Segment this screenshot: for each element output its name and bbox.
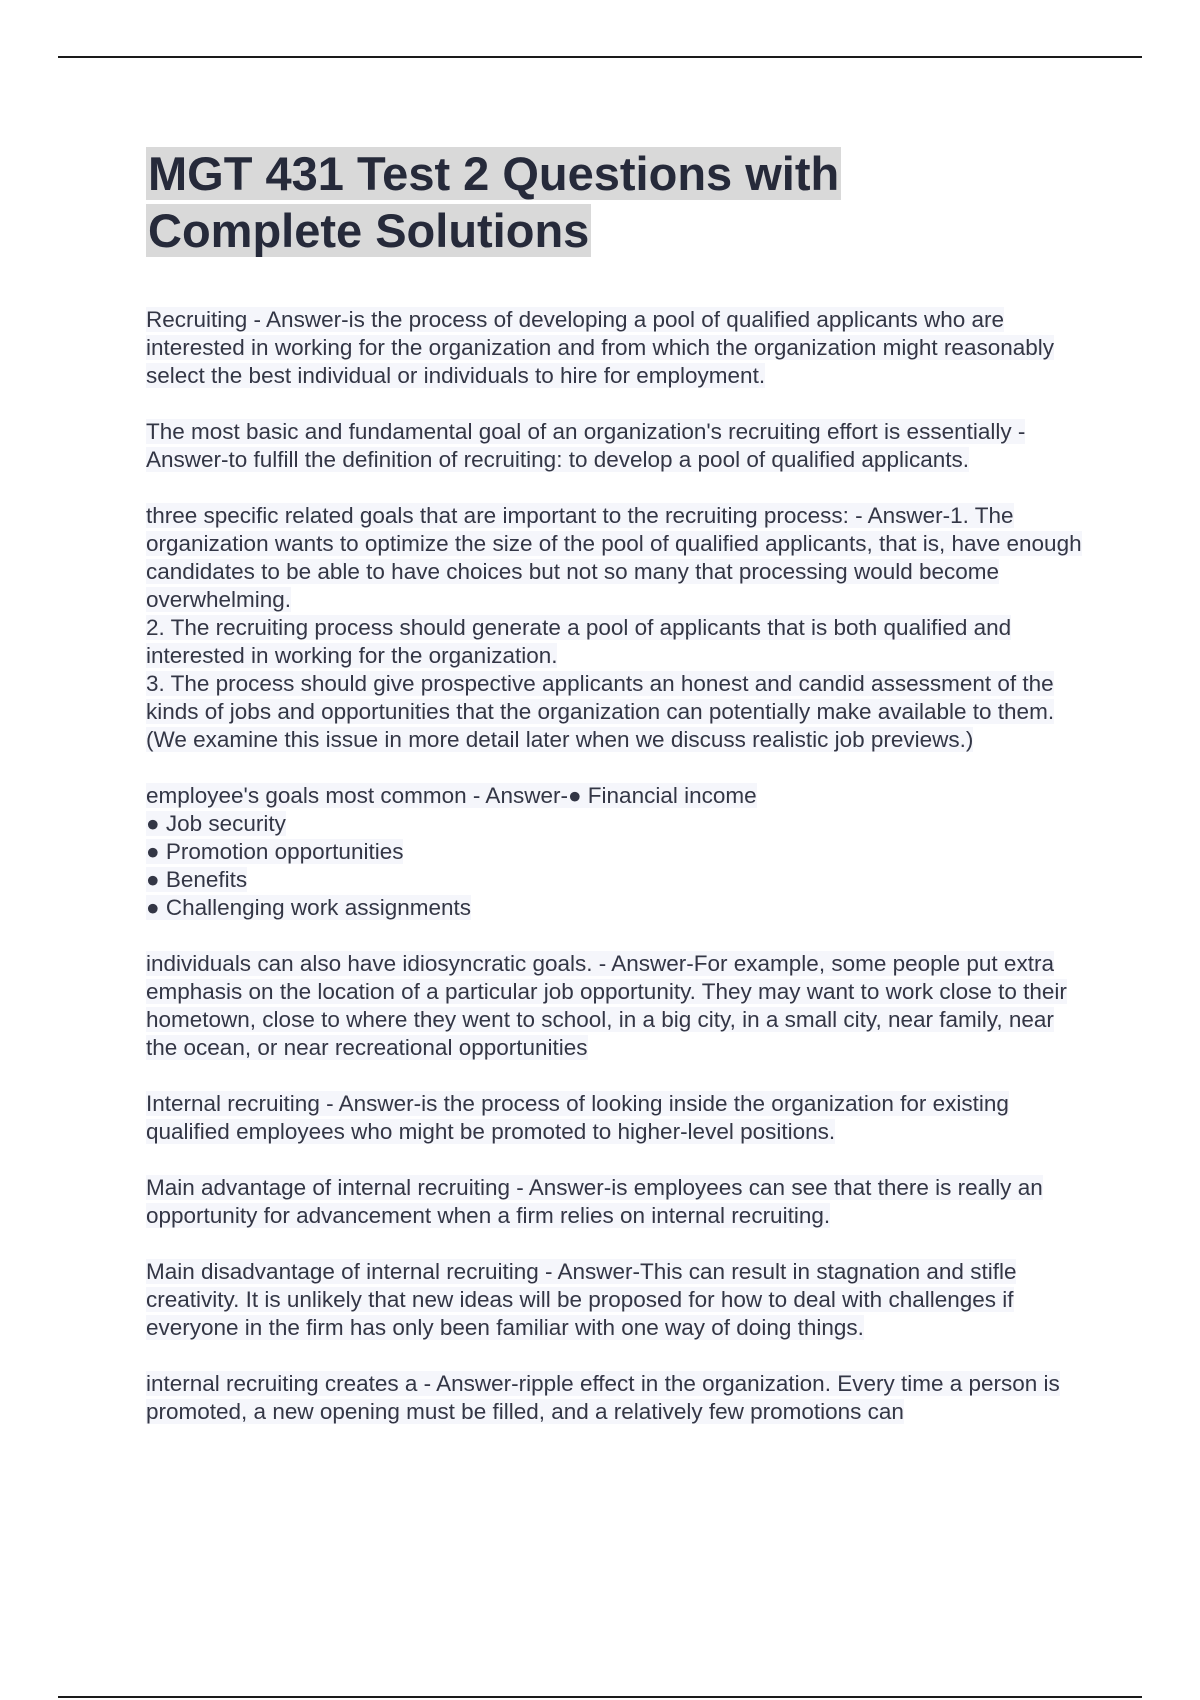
bottom-rule xyxy=(58,1696,1142,1698)
qa-entry-recruiting: Recruiting - Answer-is the process of developing a pool of qualified applicants who are interested in working for the organization and from which the organization might reasonably select the best individual or individuals to hire for employment. xyxy=(146,307,1055,388)
document-title xyxy=(146,145,866,259)
document-title-text: MGT 431 Test 2 Questions with Complete Solutions xyxy=(148,147,840,257)
qa-entry-three-goals: three specific related goals that are important to the recruiting process: - Answer-1. The organization wants to optimize the size of the pool of qualified applicants, that is, have enough candidates to be able to have choices but not so many that processing would become overwhelming. 2. The recruiting process should generate a pool of applicants that is both qualified and interested in working for the organization. 3. The process should give prospective applicants an honest and candid assessment of the kinds of jobs and opportunities that the organization can potentially make available to them. (We examine this issue in more detail later when we discuss realistic job previews.) xyxy=(146,503,1082,752)
qa-entry-basic-goal: The most basic and fundamental goal of an organization's recruiting effort is essentially - Answer-to fulfill the definition of recruiting: to develop a pool of qualified applicants. xyxy=(146,419,1026,472)
qa-entry-employee-goals: employee's goals most common - Answer-● Financial income ● Job security ● Promotion opportunities ● Benefits ● Challenging work assignments xyxy=(146,783,757,920)
qa-entry-main-disadvantage: Main disadvantage of internal recruiting - Answer-This can result in stagnation and stifle creativity. It is unlikely that new ideas will be proposed for how to deal with challenges if everyone in the firm has only been familiar with one way of doing things. xyxy=(146,1259,1017,1340)
qa-list xyxy=(146,306,1086,1426)
top-rule xyxy=(58,56,1142,58)
qa-entry-main-advantage: Main advantage of internal recruiting - Answer-is employees can see that there is really an opportunity for advancement when a firm relies on internal recruiting. xyxy=(146,1175,1043,1228)
qa-entry-idiosyncratic-goals: individuals can also have idiosyncratic goals. - Answer-For example, some people put extra emphasis on the location of a particular job opportunity. They may want to work close to their hometown, close to where they went to school, in a big city, in a small city, near family, near the ocean, or near recreational opportunities xyxy=(146,951,1067,1060)
qa-entry-ripple-effect: internal recruiting creates a - Answer-ripple effect in the organization. Every time a person is promoted, a new opening must be filled, and a relatively few promotions can xyxy=(146,1371,1060,1424)
qa-entry-internal-recruiting: Internal recruiting - Answer-is the process of looking inside the organization for existing qualified employees who might be promoted to higher-level positions. xyxy=(146,1091,1009,1144)
document-body xyxy=(146,145,1086,1454)
